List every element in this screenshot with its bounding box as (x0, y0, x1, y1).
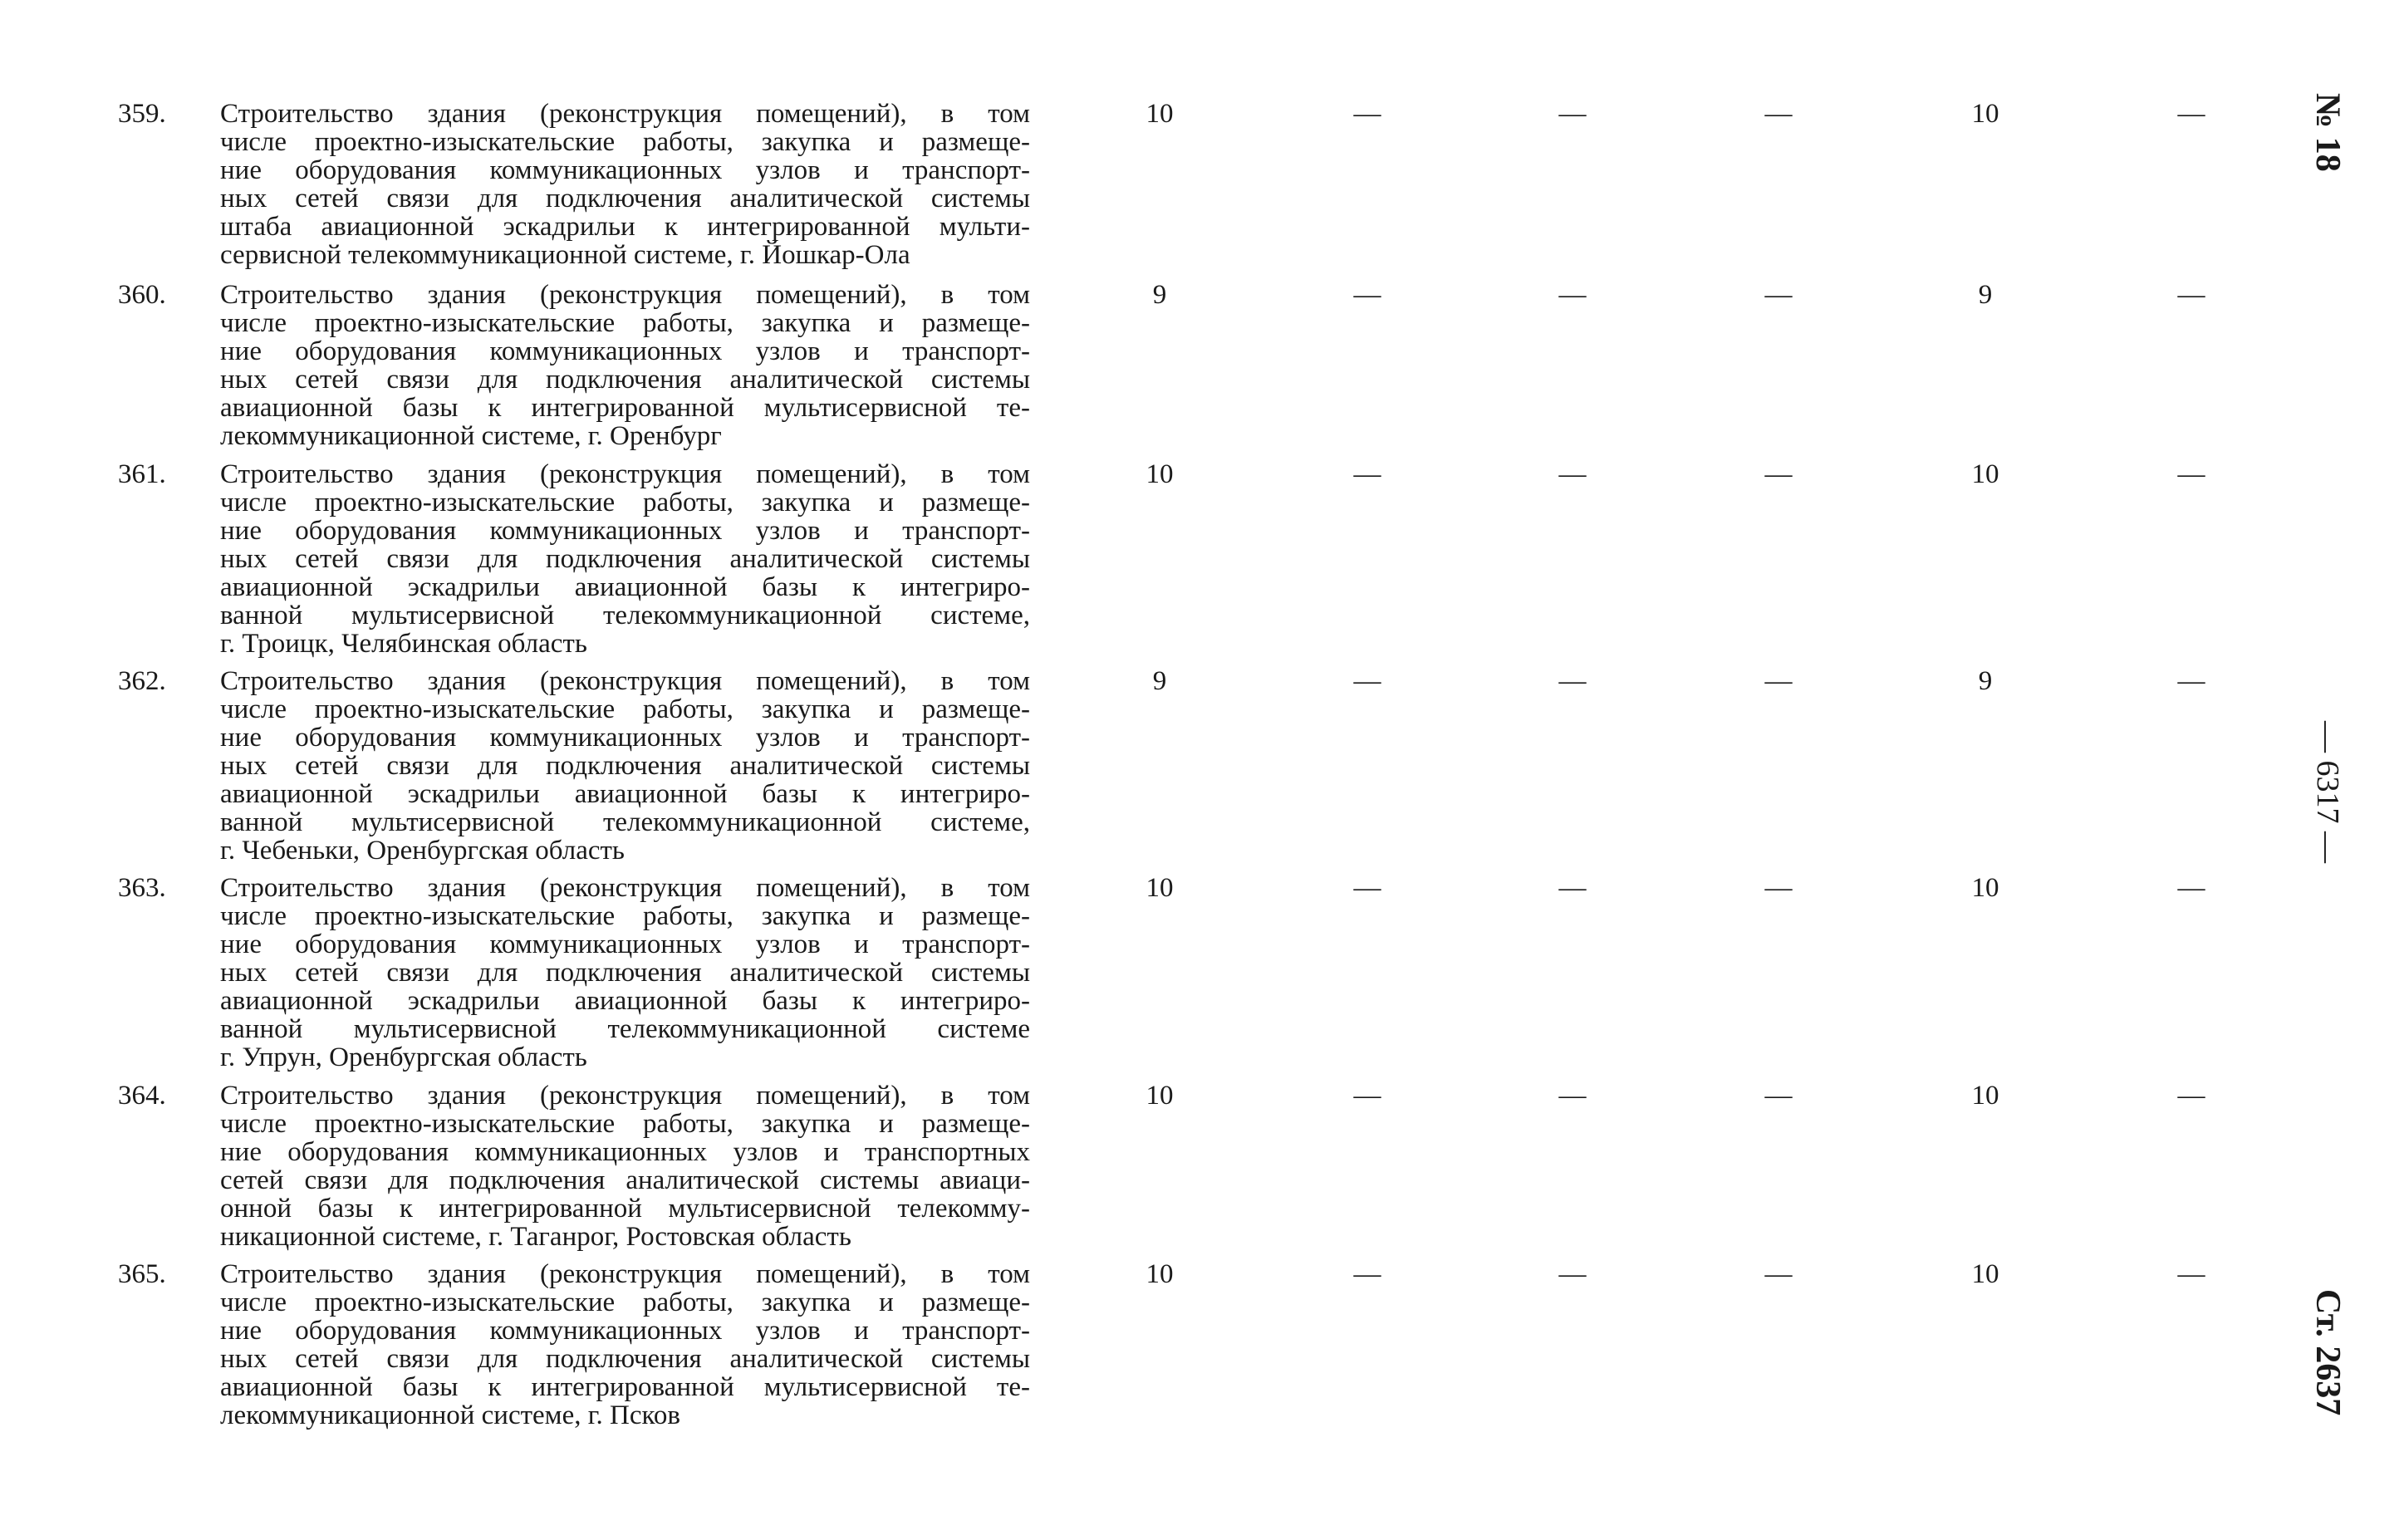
value-col-1: 10 (1146, 1081, 1174, 1111)
value-col-2: — (1353, 1081, 1381, 1111)
description-line: штаба авиационной эскадрильи к интегрированной мульти- (220, 212, 1030, 242)
value-col-3: — (1558, 666, 1587, 696)
description-line: числе проектно-изыскательские работы, закупка и размеще- (220, 1109, 1030, 1139)
table-row (0, 873, 2243, 1072)
description-line: Строительство здания (реконструкция помещений), в том (220, 459, 1030, 489)
description-line: ние оборудования коммуникационных узлов и транспортных (220, 1137, 1030, 1167)
issue-number: № 18 (2308, 93, 2347, 172)
description-line: ние оборудования коммуникационных узлов и транспорт- (220, 1316, 1030, 1346)
description-line: ние оборудования коммуникационных узлов и транспорт- (220, 929, 1030, 959)
description-line: ние оборудования коммуникационных узлов и транспорт- (220, 723, 1030, 753)
value-col-2: — (1353, 873, 1381, 903)
description-line: ных сетей связи для подключения аналитической системы (220, 544, 1030, 574)
row-description (220, 874, 1030, 1072)
table-row (0, 459, 2243, 659)
description-line: авиационной эскадрильи авиационной базы к интегриро- (220, 572, 1030, 602)
value-col-4: — (1764, 459, 1793, 489)
value-col-2: — (1353, 459, 1381, 489)
value-col-4: — (1764, 99, 1793, 129)
value-col-5: 10 (1971, 99, 1999, 129)
description-line: ние оборудования коммуникационных узлов и транспорт- (220, 155, 1030, 185)
table-row (0, 1259, 2243, 1430)
row-description (220, 100, 1030, 269)
row-number: 359. (118, 99, 166, 129)
description-line: ных сетей связи для подключения аналитической системы (220, 365, 1030, 395)
page-number: — 6317 — (2310, 721, 2345, 863)
description-line: авиационной базы к интегрированной мультисервисной те- (220, 393, 1030, 423)
description-line: онной базы к интегрированной мультисервисной телекомму- (220, 1194, 1030, 1224)
row-number: 364. (118, 1081, 166, 1111)
row-number: 360. (118, 280, 166, 310)
value-col-6: — (2177, 873, 2205, 903)
description-line: ванной мультисервисной телекоммуникационной системе (220, 1014, 1030, 1044)
value-col-1: 10 (1146, 1259, 1174, 1289)
description-line: Строительство здания (реконструкция помещений), в том (220, 1081, 1030, 1111)
description-line: ние оборудования коммуникационных узлов и транспорт- (220, 516, 1030, 546)
value-col-2: — (1353, 1259, 1381, 1289)
value-col-3: — (1558, 280, 1587, 310)
description-line: числе проектно-изыскательские работы, закупка и размеще- (220, 308, 1030, 338)
description-line: ванной мультисервисной телекоммуникационной системе, (220, 601, 1030, 630)
value-col-5: 9 (1978, 666, 1993, 696)
description-line: числе проектно-изыскательские работы, закупка и размеще- (220, 127, 1030, 157)
value-col-1: 10 (1146, 459, 1174, 489)
description-line: г. Упрун, Оренбургская область (220, 1042, 587, 1072)
description-line: г. Троицк, Челябинская область (220, 629, 587, 659)
value-col-6: — (2177, 459, 2205, 489)
description-line: ных сетей связи для подключения аналитической системы (220, 958, 1030, 988)
description-line: никационной системе, г. Таганрог, Ростовская область (220, 1222, 851, 1252)
row-number: 361. (118, 459, 166, 489)
value-col-5: 10 (1971, 1081, 1999, 1111)
row-description (220, 1081, 1030, 1251)
value-col-4: — (1764, 280, 1793, 310)
value-col-1: 9 (1152, 666, 1167, 696)
value-col-6: — (2177, 1259, 2205, 1289)
description-line: авиационной эскадрильи авиационной базы к интегриро- (220, 779, 1030, 809)
value-col-3: — (1558, 99, 1587, 129)
row-description (220, 460, 1030, 658)
description-line: ных сетей связи для подключения аналитической системы (220, 1344, 1030, 1374)
description-line: ние оборудования коммуникационных узлов и транспорт- (220, 336, 1030, 366)
value-col-3: — (1558, 1259, 1587, 1289)
description-line: сетей связи для подключения аналитической системы авиаци- (220, 1165, 1030, 1195)
value-col-1: 10 (1146, 873, 1174, 903)
value-col-6: — (2177, 280, 2205, 310)
row-number: 365. (118, 1259, 166, 1289)
value-col-4: — (1764, 666, 1793, 696)
description-line: лекоммуникационной системе, г. Псков (220, 1400, 680, 1430)
description-line: числе проектно-изыскательские работы, закупка и размеще- (220, 901, 1030, 931)
value-col-3: — (1558, 459, 1587, 489)
description-line: Строительство здания (реконструкция помещений), в том (220, 280, 1030, 310)
table-row (0, 280, 2243, 451)
value-col-1: 10 (1146, 99, 1174, 129)
row-description (220, 281, 1030, 450)
description-line: сервисной телекоммуникационной системе, г. Йошкар-Ола (220, 240, 910, 270)
row-number: 362. (118, 666, 166, 696)
value-col-2: — (1353, 280, 1381, 310)
description-line: ванной мультисервисной телекоммуникационной системе, (220, 807, 1030, 837)
description-line: Строительство здания (реконструкция помещений), в том (220, 99, 1030, 129)
description-line: ных сетей связи для подключения аналитической системы (220, 184, 1030, 213)
value-col-6: — (2177, 1081, 2205, 1111)
description-line: авиационной базы к интегрированной мультисервисной те- (220, 1372, 1030, 1402)
description-line: Строительство здания (реконструкция помещений), в том (220, 873, 1030, 903)
description-line: числе проектно-изыскательские работы, закупка и размеще- (220, 694, 1030, 724)
description-line: ных сетей связи для подключения аналитической системы (220, 751, 1030, 781)
value-col-5: 10 (1971, 1259, 1999, 1289)
description-line: Строительство здания (реконструкция помещений), в том (220, 666, 1030, 696)
value-col-2: — (1353, 666, 1381, 696)
article-number: Ст. 2637 (2308, 1289, 2347, 1416)
table-row (0, 1081, 2243, 1252)
row-number: 363. (118, 873, 166, 903)
description-line: авиационной эскадрильи авиационной базы к интегриро- (220, 986, 1030, 1016)
value-col-6: — (2177, 99, 2205, 129)
table-row (0, 666, 2243, 866)
description-line: Строительство здания (реконструкция помещений), в том (220, 1259, 1030, 1289)
table-row (0, 99, 2243, 270)
value-col-5: 9 (1978, 280, 1993, 310)
value-col-3: — (1558, 873, 1587, 903)
value-col-1: 9 (1152, 280, 1167, 310)
description-line: лекоммуникационной системе, г. Оренбург (220, 421, 722, 451)
description-line: числе проектно-изыскательские работы, закупка и размеще- (220, 488, 1030, 517)
value-col-4: — (1764, 873, 1793, 903)
value-col-4: — (1764, 1081, 1793, 1111)
description-line: числе проектно-изыскательские работы, закупка и размеще- (220, 1287, 1030, 1317)
description-line: г. Чебеньки, Оренбургская область (220, 836, 625, 866)
value-col-4: — (1764, 1259, 1793, 1289)
value-col-2: — (1353, 99, 1381, 129)
value-col-5: 10 (1971, 873, 1999, 903)
row-description (220, 667, 1030, 865)
value-col-6: — (2177, 666, 2205, 696)
value-col-5: 10 (1971, 459, 1999, 489)
row-description (220, 1260, 1030, 1430)
value-col-3: — (1558, 1081, 1587, 1111)
